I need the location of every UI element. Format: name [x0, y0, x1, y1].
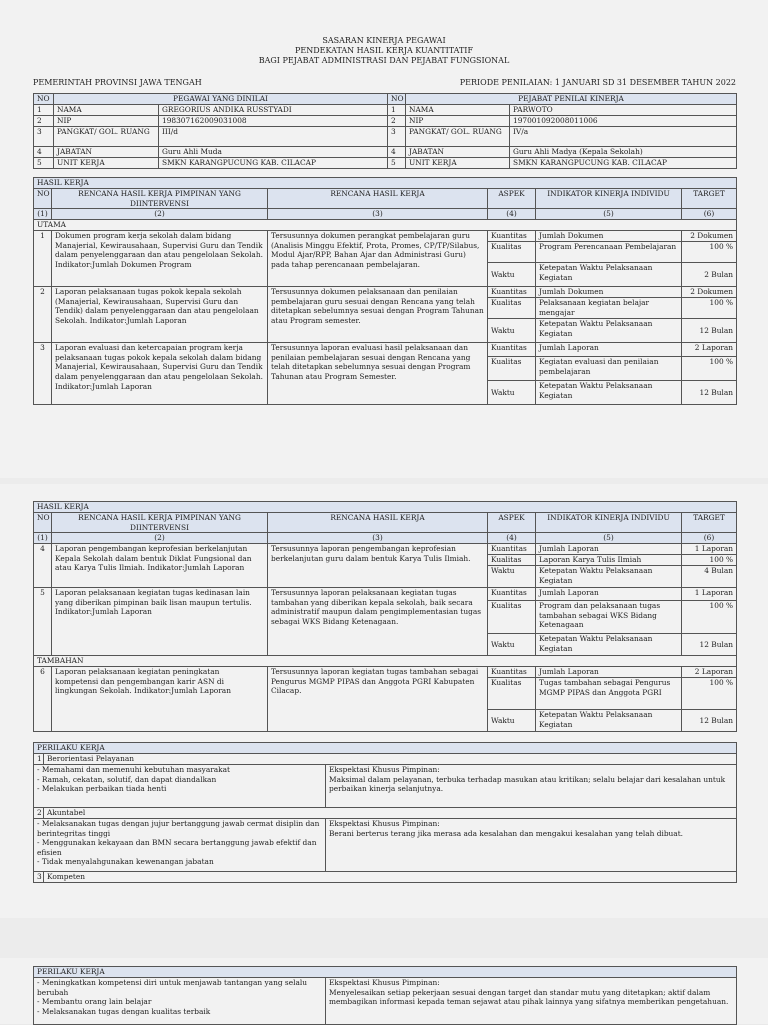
assessor-position: Guru Ahli Madya (Kepala Sekolah) [510, 147, 737, 158]
aspect-cell: Waktu [488, 566, 536, 588]
expectation-label: Ekspektasi Khusus Pimpinan: [329, 819, 440, 828]
aspect-cell: Waktu [488, 319, 536, 343]
section-title: HASIL KERJA [34, 178, 737, 189]
leader-plan-header: RENCANA HASIL KERJA PIMPINAN YANG DIINTERVENSI [52, 513, 268, 533]
aspect-cell: Kuantitas [488, 544, 536, 555]
section-title: PERILAKU KERJA [34, 967, 737, 978]
leader-expectation [326, 819, 737, 872]
identity-label: PANGKAT/ GOL. RUANG [406, 127, 510, 147]
indicator-cell: Ketepatan Waktu Pelaksanaan Kegiatan [536, 319, 682, 343]
indicator-cell: Program dan pelaksanaan tugas tambahan sebagai WKS Bidang Ketenagaan [536, 601, 682, 634]
column-number: (3) [268, 209, 488, 220]
title-line-1: SASARAN KINERJA PEGAWAI [322, 36, 446, 45]
aspect-cell: Waktu [488, 710, 536, 732]
aspect-cell: Waktu [488, 634, 536, 656]
identity-label: PANGKAT/ GOL. RUANG [54, 127, 159, 147]
row-number: 1 [34, 231, 52, 287]
title-line-2: PENDEKATAN HASIL KERJA KUANTITATIF [294, 46, 474, 55]
target-cell: 1 Laporan [682, 544, 737, 555]
behavior-number: 3 [34, 872, 44, 883]
column-number: (3) [268, 533, 488, 544]
target-cell: 100 % [682, 298, 737, 319]
indicator-cell: Jumlah Dokumen [536, 287, 682, 298]
leader-plan-cell: Laporan evaluasi dan ketercapaian program kerja pelaksanaan tugas pokok kepala sekolah dalam bidang Manajerial, Kewirausahaan, Supervisi Guru dan Tendik dalam penyelenggaraan dan atau pengelolaan Sekolah. Indikator:Jumlah Laporan [52, 343, 268, 405]
assessment-period: PERIODE PENILAIAN: 1 JANUARI SD 31 DESEMBER TAHUN 2022 [459, 78, 736, 87]
identity-label: UNIT KERJA [54, 158, 159, 169]
identity-no: 2 [388, 116, 406, 127]
aspect-cell: Kualitas [488, 678, 536, 710]
identity-no: 5 [34, 158, 54, 169]
assessor-unit: SMKN KARANGPUCUNG KAB. CILACAP [510, 158, 737, 169]
target-cell: 12 Bulan [682, 710, 737, 732]
target-cell: 12 Bulan [682, 634, 737, 656]
work-plan-header: RENCANA HASIL KERJA [268, 189, 488, 209]
column-number: (1) [34, 533, 52, 544]
identity-label: UNIT KERJA [406, 158, 510, 169]
employee-rank: III/d [159, 127, 388, 147]
subsection-utama: UTAMA [34, 220, 737, 231]
indicator-cell: Tugas tambahan sebagai Pengurus MGMP PIPAS dan Anggota PGRI [536, 678, 682, 710]
work-behavior-table [33, 742, 737, 883]
target-cell: 4 Bulan [682, 566, 737, 588]
aspect-cell: Kuantitas [488, 667, 536, 678]
identity-no: 3 [388, 127, 406, 147]
leader-plan-header: RENCANA HASIL KERJA PIMPINAN YANG DIINTERVENSI [52, 189, 268, 209]
indicator-cell: Kegiatan evaluasi dan penilaian pembelajaran [536, 357, 682, 381]
row-number: 2 [34, 287, 52, 343]
employee-nip: 198307162009031008 [159, 116, 388, 127]
leader-plan-cell: Laporan pelaksanaan kegiatan tugas kedinasan lain yang diberikan pimpinan baik lisan maupun tertulis. Indikator:Jumlah Laporan [52, 588, 268, 656]
period-row [33, 78, 736, 88]
identity-no: 1 [388, 105, 406, 116]
column-number: (2) [52, 533, 268, 544]
work-results-table-1 [33, 177, 737, 405]
no-header: NO [34, 513, 52, 533]
target-cell: 100 % [682, 601, 737, 634]
work-plan-cell: Tersusunnya dokumen pelaksanaan dan penilaian pembelajaran guru sesuai dengan Rencana yang telah ditetapkan sebelumnya sesuai dengan Program Tahunan atau Program semester. [268, 287, 488, 343]
aspect-cell: Kualitas [488, 357, 536, 381]
work-plan-cell: Tersusunnya laporan pengembangan keprofesian berkelanjutan guru dalam bentuk Karya Tulis Ilmiah. [268, 544, 488, 588]
identity-table [33, 93, 737, 169]
behavior-points: - Meningkatkan kompetensi diri untuk menjawab tantangan yang selalu berubah - Membantu orang lain belajar - Melaksanakan tugas dengan kualitas terbaik [34, 978, 326, 1025]
target-header: TARGET [682, 513, 737, 533]
indicator-header: INDIKATOR KINERJA INDIVIDU [536, 513, 682, 533]
behavior-title: Akuntabel [44, 808, 737, 819]
indicator-cell: Ketepatan Waktu Pelaksanaan Kegiatan [536, 566, 682, 588]
column-number: (1) [34, 209, 52, 220]
target-cell: 1 Laporan [682, 588, 737, 601]
aspect-cell: Kuantitas [488, 287, 536, 298]
target-cell: 100 % [682, 357, 737, 381]
assessed-employee-header: PEGAWAI YANG DINILAI [54, 94, 388, 105]
aspect-cell: Kualitas [488, 298, 536, 319]
aspect-cell: Kualitas [488, 242, 536, 263]
indicator-cell: Jumlah Laporan [536, 667, 682, 678]
aspect-cell: Waktu [488, 381, 536, 405]
identity-no: 2 [34, 116, 54, 127]
aspect-header: ASPEK [488, 189, 536, 209]
expectation-text: Menyelesaikan setiap pekerjaan sesuai dengan target dan standar mutu yang ditetapkan; aktif dalam membagikan informasi kepada teman sejawat atau pihak lainnya yang sifatnya memberikan pengetahuan. [329, 987, 729, 1007]
behavior-number: 2 [34, 808, 44, 819]
assessor-name: PARWOTO [510, 105, 737, 116]
leader-expectation [326, 765, 737, 808]
leader-plan-cell: Dokumen program kerja sekolah dalam bidang Manajerial, Kewirausahaan, Supervisi Guru dan Tendik dalam penyelenggaraan dan atau pengelolaan Sekolah. Indikator:Jumlah Dokumen Program [52, 231, 268, 287]
identity-label: JABATAN [406, 147, 510, 158]
aspect-cell: Waktu [488, 263, 536, 287]
indicator-cell: Jumlah Laporan [536, 544, 682, 555]
column-number: (2) [52, 209, 268, 220]
target-cell: 2 Laporan [682, 667, 737, 678]
row-number: 4 [34, 544, 52, 588]
identity-label: JABATAN [54, 147, 159, 158]
indicator-cell: Jumlah Dokumen [536, 231, 682, 242]
indicator-header: INDIKATOR KINERJA INDIVIDU [536, 189, 682, 209]
behavior-number: 1 [34, 754, 44, 765]
employee-position: Guru Ahli Muda [159, 147, 388, 158]
identity-label: NIP [406, 116, 510, 127]
target-cell: 100 % [682, 242, 737, 263]
target-cell: 2 Dokumen [682, 231, 737, 242]
work-plan-cell: Tersusunnya laporan kegiatan tugas tambahan sebagai Pengurus MGMP PIPAS dan Anggota PGRI Kabupaten Cilacap. [268, 667, 488, 732]
behavior-points: - Memahami dan memenuhi kebutuhan masyarakat - Ramah, cekatan, solutif, dan dapat diandalkan - Melakukan perbaikan tiada henti [34, 765, 326, 808]
target-cell: 100 % [682, 555, 737, 566]
column-number: (6) [682, 533, 737, 544]
target-header: TARGET [682, 189, 737, 209]
aspect-cell: Kuantitas [488, 343, 536, 357]
identity-no-header-2: NO [388, 94, 406, 105]
aspect-header: ASPEK [488, 513, 536, 533]
aspect-cell: Kualitas [488, 555, 536, 566]
leader-expectation [326, 978, 737, 1025]
no-header: NO [34, 189, 52, 209]
indicator-cell: Program Perencanaan Pembelajaran [536, 242, 682, 263]
section-title: HASIL KERJA [34, 502, 737, 513]
agency-name: PEMERINTAH PROVINSI JAWA TENGAH [33, 78, 202, 87]
column-number: (4) [488, 209, 536, 220]
employee-name: GREGORIUS ANDIKA RUSSTYADI [159, 105, 388, 116]
row-number: 3 [34, 343, 52, 405]
behavior-title: Berorientasi Pelayanan [44, 754, 737, 765]
identity-label: NAMA [406, 105, 510, 116]
work-plan-cell: Tersusunnya dokumen perangkat pembelajaran guru (Analisis Minggu Efektif, Prota, Promes, CP/TP/Silabus, Modul Ajar/RPP, Bahan Ajar dan Administrasi Guru) pada tahap perencanaan pembelajaran. [268, 231, 488, 287]
identity-label: NAMA [54, 105, 159, 116]
expectation-text: Maksimal dalam pelayanan, terbuka terhadap masukan atau kritikan; selalu belajar dari kesalahan untuk perbaikan kinerja selanjutnya. [329, 774, 726, 794]
column-number: (5) [536, 533, 682, 544]
identity-no: 4 [34, 147, 54, 158]
identity-label: NIP [54, 116, 159, 127]
target-cell: 2 Bulan [682, 263, 737, 287]
title-line-3: BAGI PEJABAT ADMINISTRASI DAN PEJABAT FUNGSIONAL [258, 56, 510, 65]
aspect-cell: Kuantitas [488, 588, 536, 601]
leader-plan-cell: Laporan pelaksanaan kegiatan peningkatan kompetensi dan pengembangan karir ASN di lingkungan Sekolah. Indikator:Jumlah Laporan [52, 667, 268, 732]
identity-no: 3 [34, 127, 54, 147]
target-cell: 2 Dokumen [682, 287, 737, 298]
expectation-text: Berani berterus terang jika merasa ada kesalahan dan mengakui kesalahan yang telah dibuat. [329, 828, 684, 838]
assessor-nip: 197001092008011006 [510, 116, 737, 127]
indicator-cell: Jumlah Laporan [536, 343, 682, 357]
indicator-cell: Ketepatan Waktu Pelaksanaan Kegiatan [536, 381, 682, 405]
indicator-cell: Ketepatan Waktu Pelaksanaan Kegiatan [536, 634, 682, 656]
subsection-tambahan: TAMBAHAN [34, 656, 737, 667]
indicator-cell: Pelaksanaan kegiatan belajar mengajar [536, 298, 682, 319]
employee-unit: SMKN KARANGPUCUNG KAB. CILACAP [159, 158, 388, 169]
work-plan-cell: Tersusunnya laporan pelaksanaan kegiatan tugas tambahan yang diberikan kepala sekolah, baik secara administratif maupun dalam pengimplementasian tugas sebagai WKS Bidang Ketenagaan. [268, 588, 488, 656]
target-cell: 2 Laporan [682, 343, 737, 357]
identity-no: 5 [388, 158, 406, 169]
expectation-label: Ekspektasi Khusus Pimpinan: [329, 765, 440, 774]
target-cell: 12 Bulan [682, 319, 737, 343]
column-number: (6) [682, 209, 737, 220]
column-number: (4) [488, 533, 536, 544]
expectation-label: Ekspektasi Khusus Pimpinan: [329, 978, 440, 987]
target-cell: 12 Bulan [682, 381, 737, 405]
aspect-cell: Kuantitas [488, 231, 536, 242]
aspect-cell: Kualitas [488, 601, 536, 634]
identity-no: 1 [34, 105, 54, 116]
assessor-rank: IV/a [510, 127, 737, 147]
indicator-cell: Ketepatan Waktu Pelaksanaan Kegiatan [536, 263, 682, 287]
work-plan-cell: Tersusunnya laporan evaluasi hasil pelaksanaan dan penilaian pembelajaran sesuai dengan Rencana yang telah ditetapkan sebelumnya sesuai dengan Program Tahunan atau Program Semester. [268, 343, 488, 405]
work-results-table-2 [33, 501, 737, 732]
indicator-cell: Jumlah Laporan [536, 588, 682, 601]
behavior-points: - Melaksanakan tugas dengan jujur bertanggung jawab cermat disiplin dan berintegritas tinggi - Menggunakan kekayaan dan BMN secara bertanggung jawab efektif dan efisien - Tidak menyalahgunakan kewenangan jabatan [34, 819, 326, 872]
section-title: PERILAKU KERJA [34, 743, 737, 754]
identity-no-header: NO [34, 94, 54, 105]
indicator-cell: Ketepatan Waktu Pelaksanaan Kegiatan [536, 710, 682, 732]
row-number: 5 [34, 588, 52, 656]
row-number: 6 [34, 667, 52, 732]
behavior-title: Kompeten [44, 872, 737, 883]
work-plan-header: RENCANA HASIL KERJA [268, 513, 488, 533]
document-title [0, 36, 768, 66]
indicator-cell: Laporan Karya Tulis Ilmiah [536, 555, 682, 566]
target-cell: 100 % [682, 678, 737, 710]
work-behavior-table-continued [33, 966, 737, 1025]
column-number: (5) [536, 209, 682, 220]
identity-no: 4 [388, 147, 406, 158]
leader-plan-cell: Laporan pengembangan keprofesian berkelanjutan Kepala Sekolah dalam bentuk Diklat Fungsional dan atau Karya Tulis Ilmiah. Indikator:Jumlah Laporan [52, 544, 268, 588]
assessor-header: PEJABAT PENILAI KINERJA [406, 94, 737, 105]
leader-plan-cell: Laporan pelaksanaan tugas pokok kepala sekolah (Manajerial, Kewirausahaan, Supervisi Guru dan Tendik) dalam penyelenggaraan dan atau pengelolaan Sekolah. Indikator:Jumlah Laporan [52, 287, 268, 343]
